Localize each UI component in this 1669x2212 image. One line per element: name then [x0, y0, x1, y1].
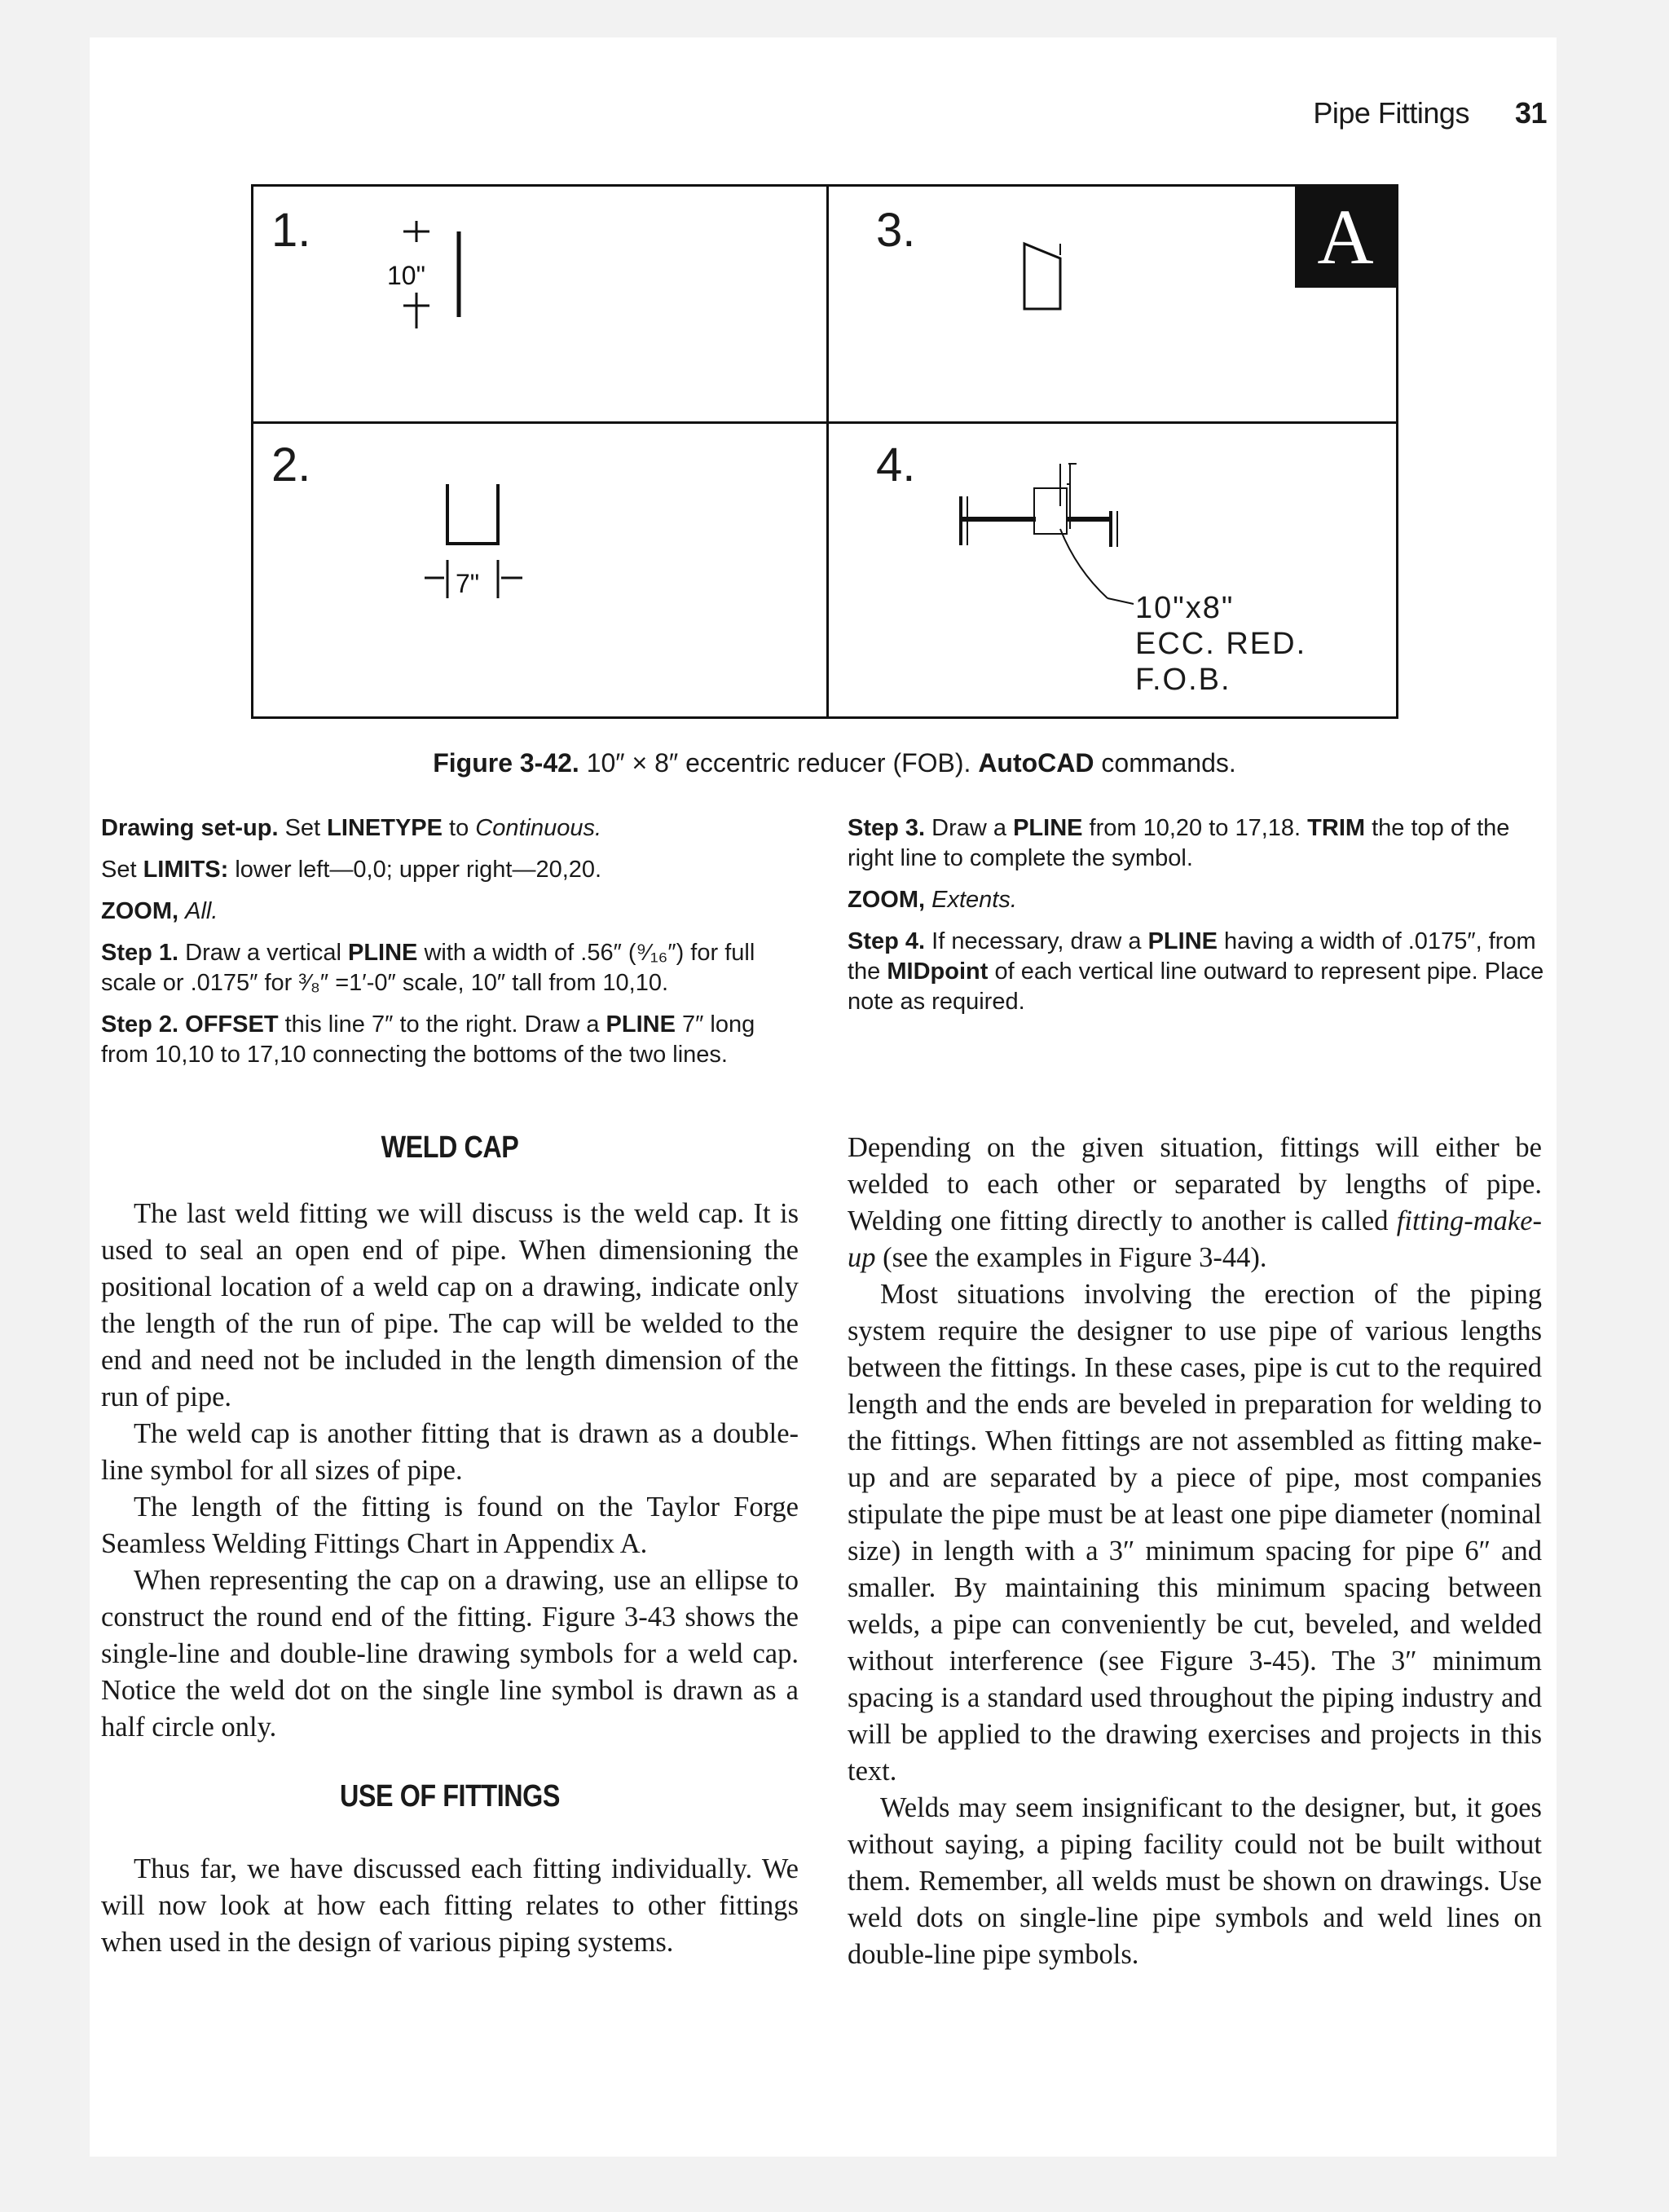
- callout-line-1: 10"x8": [1135, 591, 1235, 625]
- caption-label: Figure 3-42.: [433, 748, 579, 778]
- step-1: Step 1. Draw a vertical PLINE with a width of .56″ (⁹⁄₁₆″) for full scale or .0175″ for ³⁄₈″ =1′-0″ scale, 10″ tall from 10,10.: [101, 940, 755, 996]
- running-header: [1313, 96, 1547, 130]
- use-of-fittings-para: Thus far, we have discussed each fitting individually. We will now look at how each fitting relates to other fittings when used in the design of various piping systems.: [101, 1853, 799, 1958]
- cell-3-number: 3.: [876, 204, 916, 257]
- weld-cap-para-1: The last weld fitting we will discuss is the weld cap. It is used to seal an open end of pipe. When dimensioning the positional location of a weld cap on a drawing, indicate only the length of the run of pipe. The cap will be welded to the end and need not be included in the length dimension of the run of pipe.: [101, 1198, 799, 1412]
- figure-3-42: [251, 184, 1398, 719]
- reducer-callout: [1135, 590, 1306, 698]
- callout-line-2: ECC. RED.: [1135, 627, 1307, 661]
- cell-4-number: 4.: [876, 438, 916, 491]
- cell-2-dim-label: 7": [456, 569, 480, 598]
- right-instructions: [848, 813, 1548, 1029]
- fitting-makeup-para: Depending on the given situation, fittings will either be welded to each other or separated by lengths of pipe. Welding one fitting directly to another is called fitting-make-up (see the examples in Figure 3-44).: [848, 1132, 1542, 1273]
- zoom-all-line: ZOOM, All.: [101, 898, 218, 924]
- heading-use-of-fittings: USE OF FITTINGS: [340, 1779, 560, 1813]
- step-4: Step 4. If necessary, draw a PLINE having a width of .0175″, from the MIDpoint of each vertical line outward to represent pipe. Place note as required.: [848, 928, 1544, 1015]
- left-instructions: [101, 813, 802, 1082]
- cell-2-number: 2.: [271, 438, 311, 491]
- right-body: [848, 1130, 1542, 1973]
- welds-para: Welds may seem insignificant to the designer, but, it goes without saying, a piping facility could not be built without them. Remember, all welds must be shown on drawings. Use weld dots on single-line pipe symbols and weld lines on double-line pipe symbols.: [848, 1792, 1542, 1970]
- cell-3-symbol: [1024, 244, 1060, 309]
- cell-4-symbol: [961, 464, 1117, 547]
- cell-1-number: 1.: [271, 204, 311, 257]
- setup-line: Drawing set-up. Set LINETYPE to Continuous.: [101, 815, 602, 841]
- header-title: Pipe Fittings: [1313, 96, 1469, 130]
- cell-1-dim-label: 10": [387, 261, 425, 290]
- cell-2-symbol: [447, 484, 498, 544]
- left-body: [101, 1130, 799, 1961]
- caption-text: 10″ × 8″ eccentric reducer (FOB).: [586, 748, 971, 778]
- step-3: Step 3. Draw a PLINE from 10,20 to 17,18. TRIM the top of the right line to complete the symbol.: [848, 815, 1510, 871]
- weld-cap-para-2: The weld cap is another fitting that is drawn as a double-line symbol for all sizes of pipe.: [101, 1418, 799, 1486]
- callout-leader: [1060, 529, 1108, 598]
- limits-line: Set LIMITS: lower left—0,0; upper right—20,20.: [101, 857, 602, 883]
- callout-line-3: F.O.B.: [1135, 663, 1231, 697]
- caption-autocad: AutoCAD: [978, 748, 1094, 778]
- weld-cap-para-3: The length of the fitting is found on the Taylor Forge Seamless Welding Fittings Chart in Appendix A.: [101, 1492, 799, 1559]
- weld-cap-para-4: When representing the cap on a drawing, use an ellipse to construct the round end of the fitting. Figure 3-43 shows the single-line and double-line drawing symbols for a weld cap. Notice the weld dot on the single line symbol is drawn as a half circle only.: [101, 1565, 799, 1743]
- spacing-para: Most situations involving the erection of the piping system require the designer to use pipe of various lengths between the fittings. In these cases, pipe is cut to the required length and the ends are beveled in preparation for welding to the fittings. When fittings are not assembled as fitting make-up and are separated by a piece of pipe, most companies stipulate the pipe must be at least one pipe diameter (nominal size) in length with a 3″ minimum spacing for pipe 6″ and smaller. By maintaining this minimum spacing between welds, a pipe can conveniently be cut, beveled, and welded without interference (see Figure 3-45). The 3″ minimum spacing is a standard used throughout the piping industry and will be applied to the drawing exercises and projects in this text.: [848, 1279, 1542, 1787]
- appendix-badge: A: [1295, 187, 1396, 288]
- step-2: Step 2. OFFSET this line 7″ to the right. Draw a PLINE 7″ long from 10,10 to 17,10 connecting the bottoms of the two lines.: [101, 1011, 755, 1068]
- zoom-extents-line: ZOOM, Extents.: [848, 887, 1017, 913]
- caption-tail: commands.: [1101, 748, 1236, 778]
- heading-weld-cap: WELD CAP: [381, 1130, 519, 1165]
- page-number: 31: [1514, 96, 1547, 130]
- figure-caption: [0, 748, 1669, 778]
